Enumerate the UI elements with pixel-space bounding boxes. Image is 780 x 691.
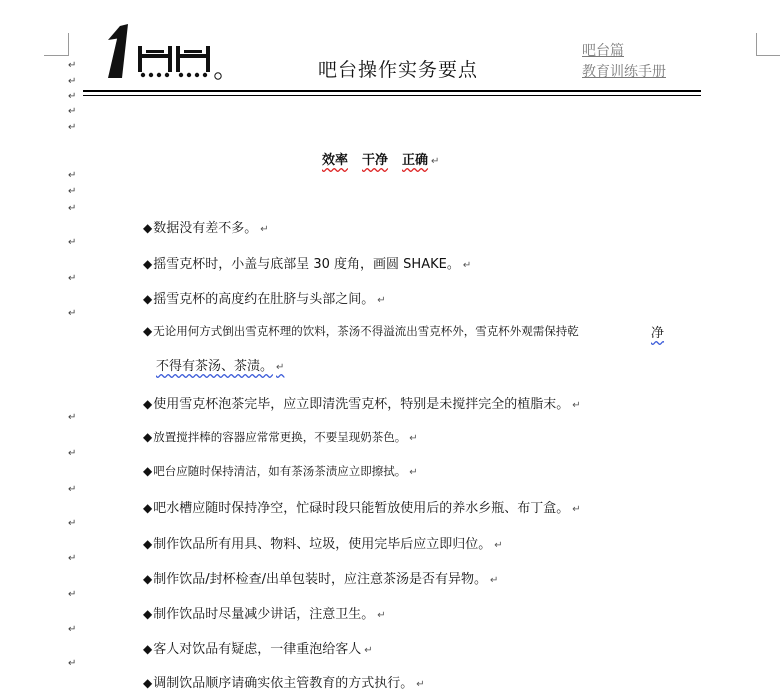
list-item: ◆无论用何方式倒出雪克杯理的饮料，茶汤不得溢流出雪克杯外，雪克杯外观需保持乾 <box>143 324 579 338</box>
paragraph-mark: ↵ <box>68 60 77 71</box>
list-item: ◆放置搅拌棒的容器应常常更换，不要呈现奶茶色。 ↵ <box>143 430 418 444</box>
paragraph-mark: ↵ <box>68 203 77 214</box>
paragraph-mark: ↵ <box>68 448 77 459</box>
list-item: ◆调制饮品顺序请确实依主管教育的方式执行。 ↵ <box>143 676 425 691</box>
paragraph-mark: ↵ <box>68 553 77 564</box>
list-item: ◆数据没有差不多。 ↵ <box>143 221 269 236</box>
list-item: ◆制作饮品/封杯检查/出单包装时，应注意茶汤是否有异物。 ↵ <box>143 572 499 587</box>
list-item: ◆吧台应随时保持清洁，如有茶汤茶渍应立即擦拭。 ↵ <box>143 464 418 478</box>
paragraph-mark: ↵ <box>68 518 77 529</box>
list-item: ◆制作饮品所有用具、物料、垃圾，使用完毕后应立即归位。 ↵ <box>143 537 503 552</box>
paragraph-mark: ↵ <box>68 76 77 87</box>
paragraph-mark: ↵ <box>68 412 77 423</box>
paragraph-mark: ↵ <box>68 589 77 600</box>
header-rule-thin <box>83 95 701 96</box>
margin-corner-top-right <box>756 33 780 56</box>
header-rule-thick <box>83 90 701 92</box>
paragraph-mark: ↵ <box>68 106 77 117</box>
paragraph-mark: ↵ <box>68 237 77 248</box>
list-item-tail: 净 <box>651 326 665 341</box>
motto-word-clean: 干净 <box>362 153 389 168</box>
brand-logo <box>106 18 224 84</box>
header-section-label <box>582 41 666 83</box>
list-item: ◆客人对饮品有疑虑，一律重泡给客人 ↵ <box>143 642 373 657</box>
paragraph-mark: ↵ <box>68 484 77 495</box>
list-item: ◆吧水槽应随时保持净空，忙碌时段只能暂放使用后的养水乡瓶、布丁盒。 ↵ <box>143 501 581 516</box>
motto-word-correct: 正确 <box>402 153 429 168</box>
list-item: ◆摇雪克杯时，小盖与底部呈 30 度角，画圆 SHAKE。 ↵ <box>143 257 472 272</box>
paragraph-mark: ↵ <box>68 658 77 669</box>
motto-word-efficiency: 效率 <box>322 153 349 168</box>
paragraph-mark: ↵ <box>68 624 77 635</box>
margin-corner-top-left <box>44 33 69 56</box>
paragraph-mark: ↵ <box>68 170 77 181</box>
paragraph-mark: ↵ <box>68 308 77 319</box>
paragraph-mark: ↵ <box>68 186 77 197</box>
list-item: ◆使用雪克杯泡茶完毕，应立即清洗雪克杯，特别是未搅拌完全的植脂末。 ↵ <box>143 397 581 412</box>
paragraph-mark: ↵ <box>68 122 77 133</box>
paragraph-mark: ↵ <box>68 91 77 102</box>
section-name: 吧台篇 <box>582 43 624 59</box>
list-item: ◆摇雪克杯的高度约在肚脐与头部之间。 ↵ <box>143 292 386 307</box>
document-title: 吧台操作实务要点 <box>318 59 479 81</box>
manual-name: 教育训练手册 <box>582 64 666 80</box>
motto-heading <box>322 149 439 168</box>
list-item-continuation: 不得有茶汤、茶渍。 ↵ <box>156 359 285 374</box>
paragraph-mark: ↵ <box>68 273 77 284</box>
list-item: ◆制作饮品时尽量减少讲话，注意卫生。 ↵ <box>143 607 386 622</box>
paragraph-mark: ↵ <box>431 156 440 167</box>
